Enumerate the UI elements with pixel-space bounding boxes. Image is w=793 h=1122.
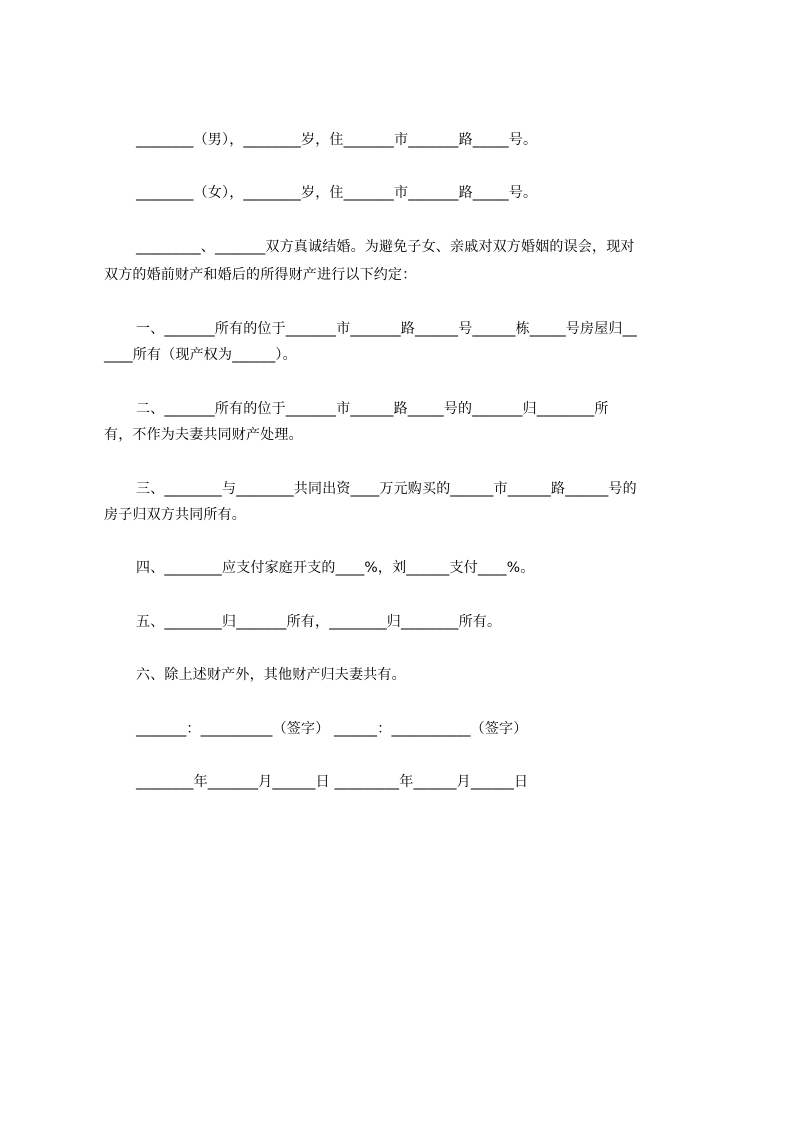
line-clause-2a: 二、_______所有的位于_______市______路_____号的_______归________所 <box>136 401 609 417</box>
line-clause-1a: 一、_______所有的位于_______市_______路______号______栋_____号房屋归__ <box>136 321 637 337</box>
line-signatures: _______：__________（签字） ______：___________（签字） <box>136 721 528 737</box>
line-intro-2: 双方的婚前财产和婚后的所得财产进行以下约定： <box>104 267 417 283</box>
line-bride-info: ________（女），________岁，住_______市_______路_____号。 <box>136 185 538 201</box>
line-dates: ________年_______月______日 _________年______月______日 <box>136 774 529 790</box>
line-groom-info: ________（男），________岁，住_______市_______路_____号。 <box>136 132 538 148</box>
line-clause-6: 六、除上述财产外，其他财产归夫妻共有。 <box>136 667 406 683</box>
line-clause-3a: 三、________与________共同出资____万元购买的______市______路______号的 <box>136 481 637 497</box>
line-clause-2b: 有，不作为夫妻共同财产处理。 <box>104 427 303 443</box>
line-intro-1: _________、_______双方真诚结婚。为避免子女、亲戚对双方婚姻的误会，现对 <box>136 239 635 255</box>
line-clause-3b: 房子归双方共同所有。 <box>104 507 246 523</box>
line-clause-4: 四、________应支付家庭开支的____%，刘______支付____%。 <box>136 560 535 576</box>
line-clause-5: 五、________归_______所有，________归________所有。 <box>136 614 502 630</box>
line-clause-1b: ____所有（现产权为______）。 <box>104 347 297 363</box>
